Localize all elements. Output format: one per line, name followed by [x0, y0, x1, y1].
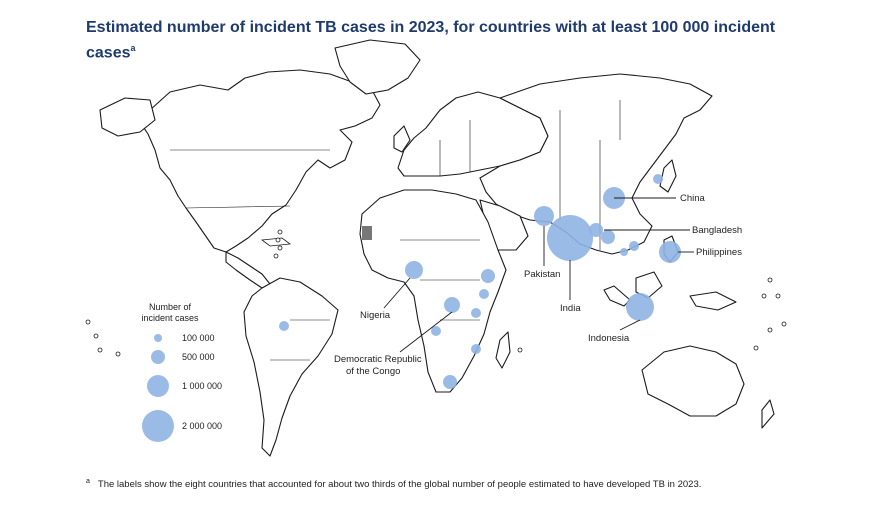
thailand-bubble: [620, 248, 628, 256]
nigeria-bubble: [405, 261, 423, 279]
legend-label-1000000: 1 000 000: [182, 381, 223, 391]
bangladesh-label: Bangladesh: [692, 225, 743, 236]
legend-bubble-100000: [154, 334, 162, 342]
legend: [141, 302, 222, 442]
footnote-text: The labels show the eight countries that accounted for about two thirds of the global number of people estimated to have developed TB in 2023.: [97, 479, 702, 491]
legend-title-line2: incident cases: [141, 313, 199, 323]
dprk-bubble: [653, 174, 663, 184]
legend-label-100000: 100 000: [182, 333, 215, 343]
philippines-label: Philippines: [696, 247, 742, 258]
pakistan-bubble: [534, 206, 554, 226]
title-text: Estimated number of incident TB cases in 2023, for countries with at least 100 000 incident cases: [86, 19, 776, 62]
new-guinea-island: [690, 292, 736, 310]
bangladesh-bubble: [589, 223, 603, 237]
viet-nam-bubble: [629, 241, 639, 251]
indonesia-label: Indonesia: [588, 333, 630, 344]
nigeria-label: Nigeria: [360, 310, 391, 321]
japan-landmass: [660, 160, 676, 192]
title-footnote-marker: a: [130, 43, 136, 53]
south-africa-bubble: [443, 375, 457, 389]
indonesia-bubble: [626, 293, 654, 321]
mozambique-bubble: [471, 344, 481, 354]
india-bubble: [547, 215, 593, 261]
brazil-bubble: [279, 321, 289, 331]
sumatra-island: [604, 286, 630, 306]
pakistan-label: Pakistan: [524, 269, 561, 280]
south-america-landmass: [244, 278, 338, 456]
myanmar-bubble: [601, 230, 615, 244]
madagascar-landmass: [496, 332, 510, 368]
new-zealand-landmass: [762, 400, 774, 428]
philippines-bubble: [659, 241, 681, 263]
tanzania-bubble: [471, 308, 481, 318]
western-sahara-shade: [362, 226, 372, 240]
north-america-landmass: [140, 70, 380, 252]
legend-label-2000000: 2 000 000: [182, 421, 223, 431]
kenya-bubble: [479, 289, 489, 299]
footnote: [86, 478, 701, 490]
legend-bubble-2000000: [142, 410, 174, 442]
australia-landmass: [642, 346, 744, 416]
india-label: India: [560, 303, 581, 314]
legend-title-line1: Number of: [148, 302, 192, 312]
drc-label-line2: of the Congo: [346, 366, 401, 377]
legend-bubble-500000: [151, 350, 165, 364]
drc-bubble: [444, 297, 460, 313]
ethiopia-bubble: [481, 269, 495, 283]
drc-label-line1: Democratic Republic: [334, 354, 422, 365]
china-label: China: [680, 193, 705, 204]
footnote-marker: a: [86, 478, 90, 485]
legend-bubble-1000000: [147, 375, 169, 397]
central-america-landmass: [226, 252, 270, 288]
legend-label-500000: 500 000: [182, 352, 215, 362]
